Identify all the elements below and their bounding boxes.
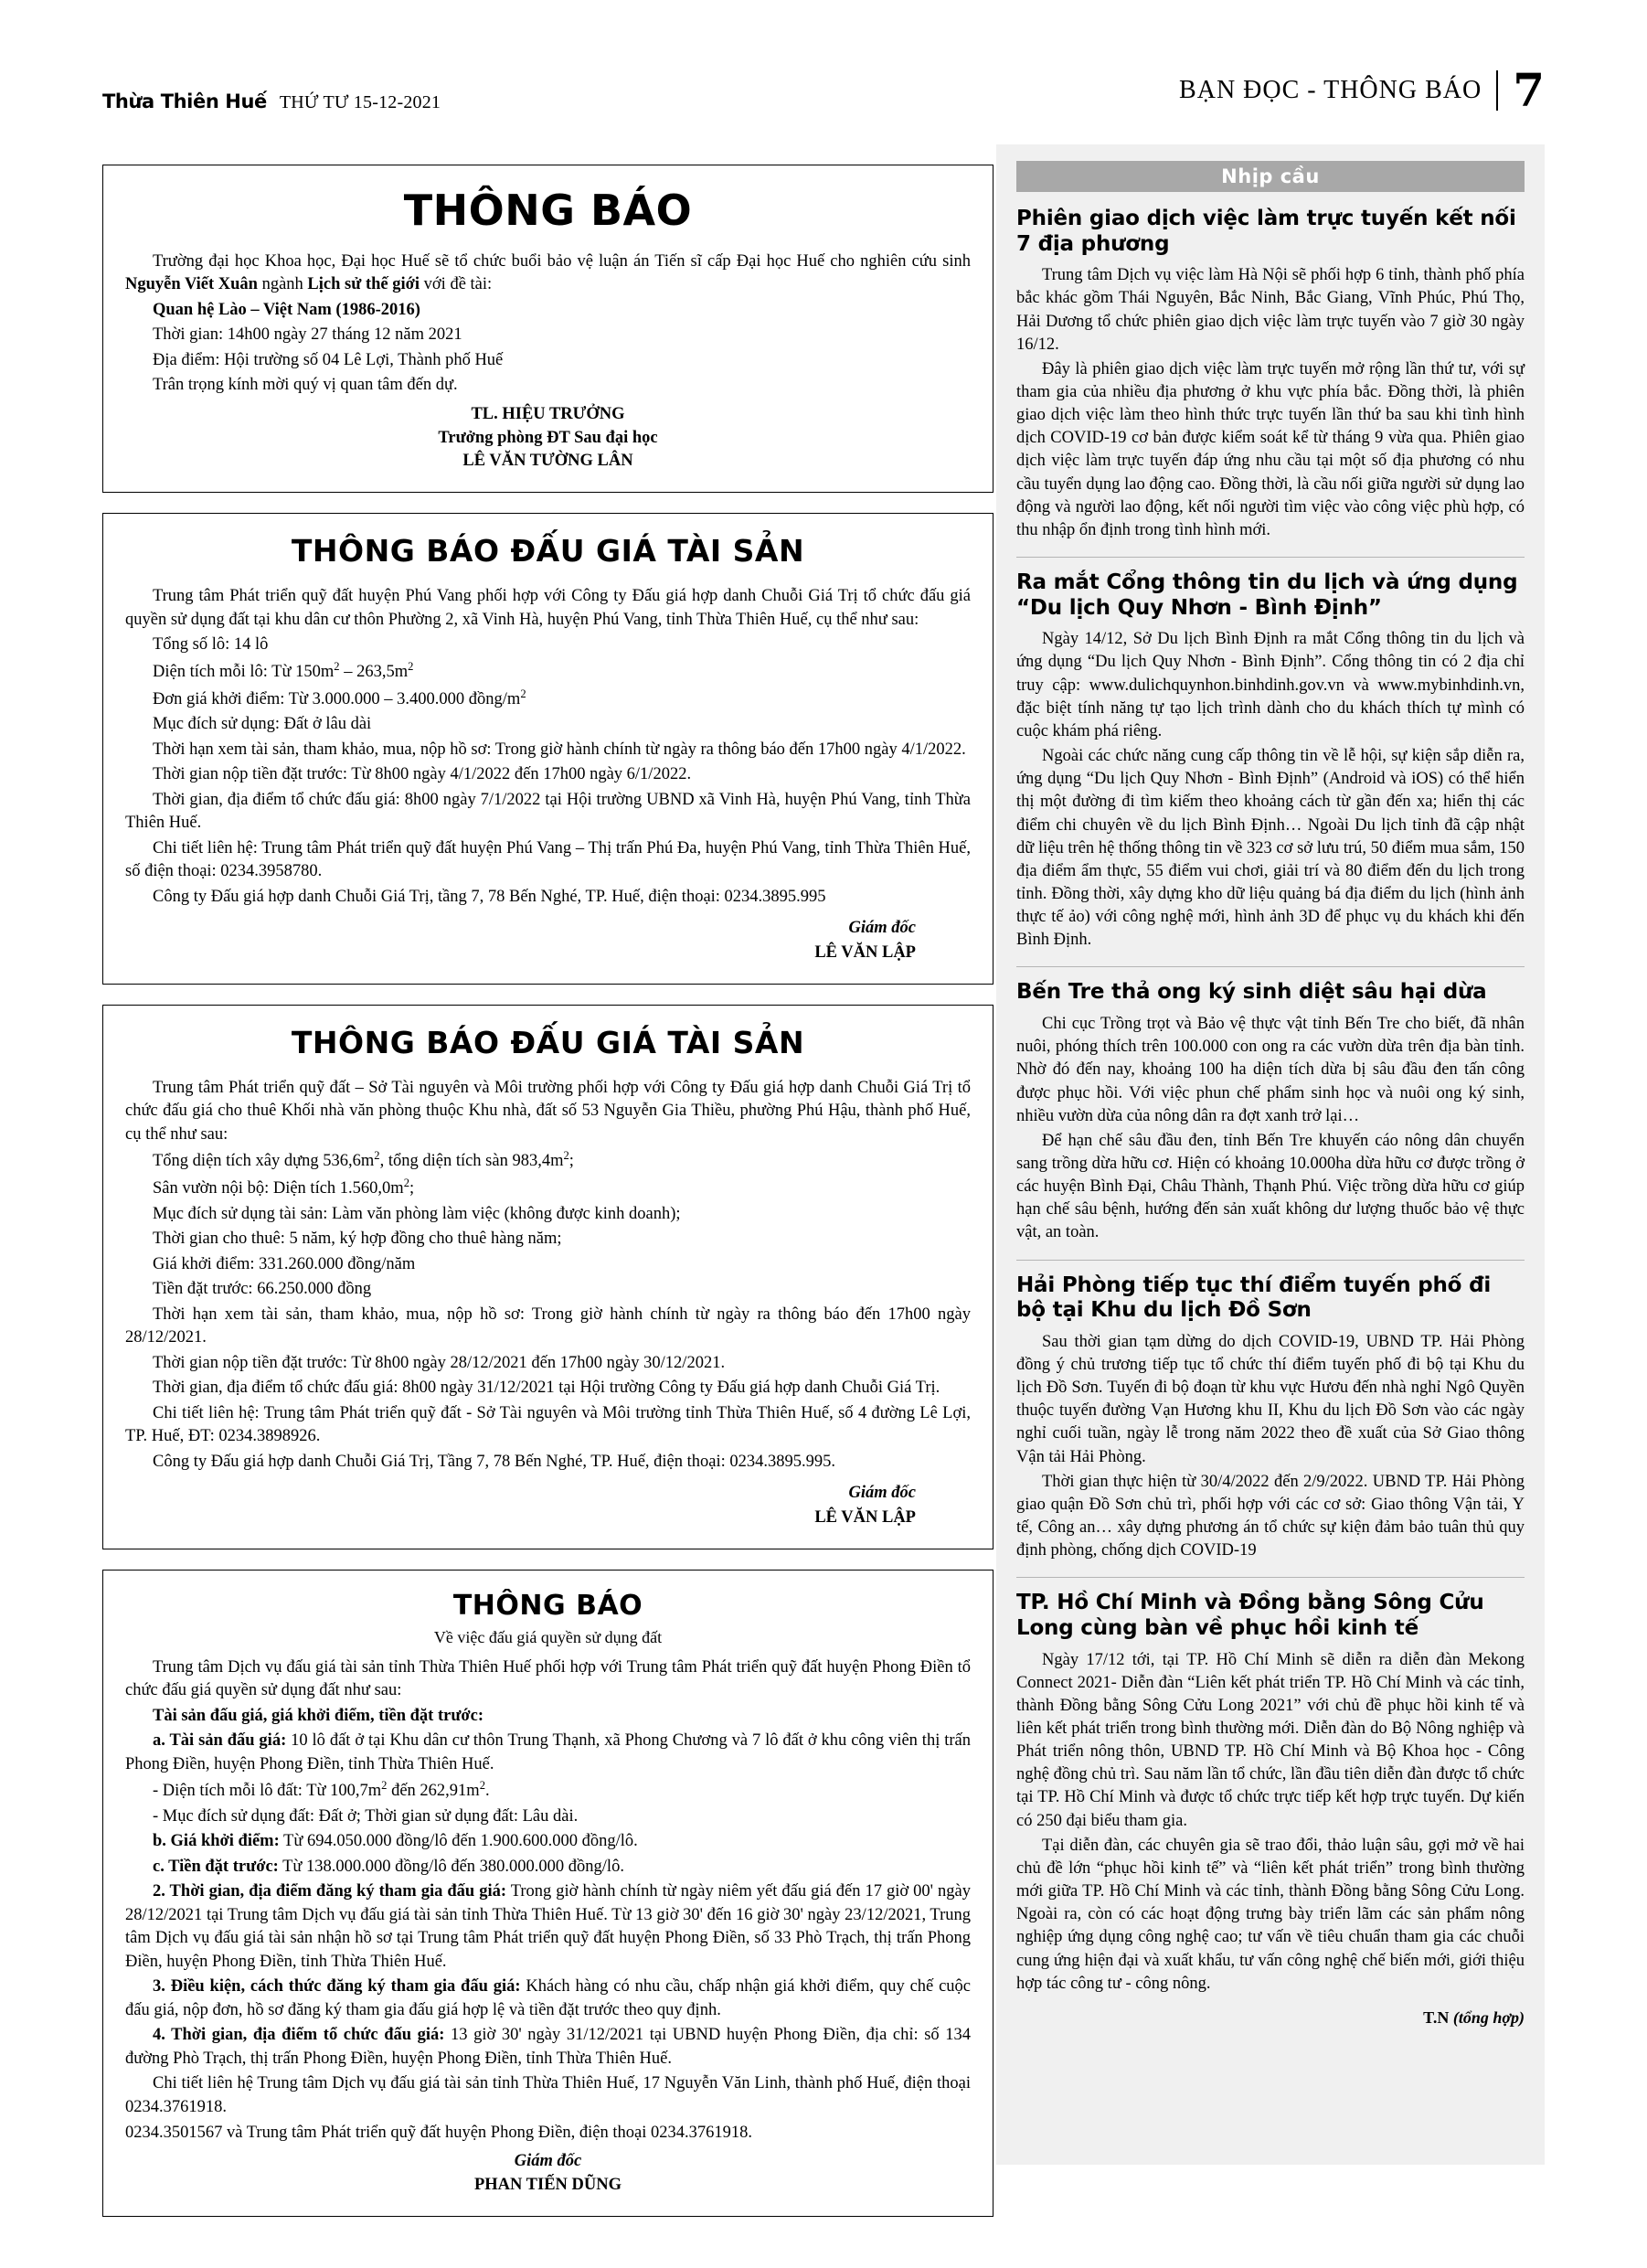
notice4-intro: Trung tâm Dịch vụ đấu giá tài sản tỉnh Thừa Thiên Huế phối hợp với Trung tâm Phát triển quỹ đất huyện Phong Điền tổ chức đấu giá quyền sử dụng đất như sau: <box>125 1657 971 1700</box>
notice4-b-label: b. Giá khởi điểm: <box>153 1832 280 1851</box>
article-paragraph: Ngày 17/12 tới, tại TP. Hồ Chí Minh sẽ diễn ra diễn đàn Mekong Connect 2021- Diễn đàn “Liên kết phát triển TP. Hồ Chí Minh và các tỉnh, thành Đồng bằng Sông Cửu Long 2021” với chủ đề phục hồi kinh tế và liên kết phát triển trong bình thường mới. Diễn đàn do Bộ Nông nghiệp và Phát triển nông thôn, UBND TP. Hồ Chí Minh và Bộ Khoa học - Công nghệ đồng chủ trì. Sau năm lần tổ chức, lần đầu tiên diễn đàn được tổ chức tại TP. Hồ Chí Minh và được tổ chức trực tiếp kết hợp trực tuyến. Dự kiến có 250 đại biểu tham gia. <box>1016 1650 1525 1830</box>
sidebar-article <box>1016 570 1525 952</box>
notice4-h4-label: 4. Thời gian, địa điểm tổ chức đấu giá: <box>153 2026 445 2045</box>
article-divider <box>1016 1577 1525 1578</box>
notice4-signature <box>125 2150 971 2198</box>
notice3-line9: Thời gian, địa điểm tổ chức đấu giá: 8h00 ngày 31/12/2021 tại Hội trường Công ty Đấu giá hợp danh Chuỗi Giá Trị. <box>153 1379 940 1398</box>
notice4-title: THÔNG BÁO <box>452 1590 643 1623</box>
article-paragraph: Thời gian thực hiện từ 30/4/2022 đến 2/9/2022. UBND TP. Hải Phòng giao quận Đồ Sơn chủ trì, phối hợp với các cơ sở: Giao thông Vận tải, Y tế, Công an… xây dựng phương án tổ chức sự kiện đảm bảo tuân thủ quy định phòng, chống dịch COVID-19 <box>1016 1472 1525 1560</box>
notice4-c-label: c. Tiền đặt trước: <box>153 1857 279 1876</box>
notice3-intro: Trung tâm Phát triển quỹ đất – Sở Tài nguyên và Môi trường phối hợp với Công ty Đấu giá hợp danh Chuỗi Giá Trị tổ chức đấu giá cho thuê Khối nhà văn phòng thuộc Khu nhà, đất số 53 Nguyễn Gia Thiều, phường Phú Hậu, thành phố Huế, cụ thể như sau: <box>125 1078 971 1144</box>
notice3-line5: Giá khởi điểm: 331.260.000 đồng/năm <box>153 1254 416 1273</box>
notice2-sign-name: LÊ VĂN LẬP <box>814 943 916 963</box>
notice3-line2: Sân vườn nội bộ: Diện tích $1.560,0m^2$; <box>153 1177 415 1198</box>
sidebar-article <box>1016 207 1525 542</box>
notice3-line10: Chi tiết liên hệ: Trung tâm Phát triển quỹ đất - Sở Tài nguyên và Môi trường tỉnh Thừa Thiên Huế, số 4 đường Lê Lợi, TP. Huế, ĐT: 0234.3898926. <box>125 1403 971 1446</box>
notice4-item-b <box>125 1830 971 1854</box>
credit-author: T.N <box>1423 2007 1450 2027</box>
notice4-sign-name: PHAN TIẾN DŨNG <box>473 2175 622 2194</box>
notice1-signature <box>125 403 971 474</box>
article-paragraph: Ngoài các chức năng cung cấp thông tin về lễ hội, sự kiện sắp diễn ra, ứng dụng “Du lịch Quy Nhơn - Bình Định” (Android và iOS) có thể hiển thị một đường đi tìm kiếm theo khoảng cách từ gần đến xa; hiển thị các điểm chi chuyên về du lịch Bình Định… Ngoài Du lịch tỉnh đã cập nhật dữ liệu trên hệ thống thông tin về 323 cơ sở lưu trú, 50 điểm mua sắm, 150 địa điểm ẩm thực, 55 điểm vui chơi, giải trí và 80 điểm đến du lịch trong tỉnh. Đồng thời, xây dựng kho dữ liệu quảng bá địa điểm du lịch (hình ảnh thực tế ảo) với công nghệ mới, hình ảnh 3D để phục vụ du khách khi đến Bình Định. <box>1016 747 1525 950</box>
sidebar-nhip-cau <box>996 144 1545 2165</box>
notice4-h2-label: 2. Thời gian, địa điểm đăng ký tham gia đấu giá: <box>153 1882 507 1901</box>
notice4-a-line2: - Mục đích sử dụng đất: Đất ở; Thời gian sử dụng đất: Lâu dài. <box>153 1806 579 1826</box>
masthead-right <box>1179 63 1545 117</box>
notice3-sign-name: LÊ VĂN LẬP <box>814 1508 916 1528</box>
sidebar-header-label: Nhịp cầu <box>1221 165 1320 187</box>
notice1-topic: Quan hệ Lào – Việt Nam (1986-2016) <box>153 300 420 319</box>
sidebar-header <box>1016 161 1525 192</box>
sidebar-header-bar <box>1016 161 1525 192</box>
notice3-line8: Thời gian nộp tiền đặt trước: Từ 8h00 ngày 28/12/2021 đến 17h00 ngày 30/12/2021. <box>153 1353 726 1372</box>
article-paragraph: Chi cục Trồng trọt và Bảo vệ thực vật tỉnh Bến Tre cho biết, đã nhân nuôi, phóng thích trên 100.000 con ong ra các vườn dừa trên địa bàn tỉnh. Nhờ đó đến nay, khoảng 100 ha diện tích dừa bị sâu đầu đen tấn công được phục hồi. Với việc phun chế phẩm sinh học và nuôi ong ký sinh, nhiều vườn dừa của nông dân ra đợt xanh trở lại… <box>1016 1015 1525 1125</box>
notice4-contact2: 0234.3501567 và Trung tâm Phát triển quỹ đất huyện Phong Điền, điện thoại 0234.3761918. <box>125 2123 752 2142</box>
notice1-sign-name: LÊ VĂN TƯỜNG LÂN <box>462 452 633 471</box>
article-divider <box>1016 966 1525 967</box>
article-paragraph: Trung tâm Dịch vụ việc làm Hà Nội sẽ phối hợp 6 tỉnh, thành phố phía bắc khác gồm Thái Nguyên, Bắc Ninh, Bắc Giang, Vĩnh Phúc, Phú Thọ, Hải Dương tổ chức phiên giao dịch việc làm trực tuyến vào 7 giờ 30 ngày 16/12. <box>1016 266 1525 354</box>
notice2-signature <box>125 916 971 965</box>
notice4-item-4 <box>125 2024 971 2071</box>
notice3-line3: Mục đích sử dụng tài sản: Làm văn phòng làm việc (không được kinh doanh); <box>153 1204 681 1223</box>
article-paragraph: Sau thời gian tạm dừng do dịch COVID-19, UBND TP. Hải Phòng đồng ý chủ trương tiếp tục tổ chức thí điểm tuyến phố đi bộ tại Khu du lịch Đồ Sơn. Tuyến đi bộ đoạn từ khu vực Hươu đến nhà nghỉ Ngô Quyền thuộc tuyến đường Vạn Hương khu II, Khu du lịch Đồ Sơn vào các ngày nghỉ cuối tuần, ngày lễ trong năm 2022 theo đề xuất của Sở Giao thông Vận tải Hải Phòng. <box>1016 1332 1525 1466</box>
notice3-line6: Tiền đặt trước: 66.250.000 đồng <box>153 1280 372 1299</box>
article-divider <box>1016 1260 1525 1261</box>
article-title: Phiên giao dịch việc làm trực tuyến kết nối 7 địa phương <box>1016 207 1516 256</box>
notice4-subtitle: Về việc đấu giá quyền sử dụng đất <box>433 1627 663 1646</box>
left-column <box>102 165 994 2237</box>
notice4-sign-role: Giám đốc <box>514 2152 582 2171</box>
notice4-c-text: Từ 138.000.000 đồng/lô đến 380.000.000 đồng/lô. <box>278 1857 624 1876</box>
notice1-candidate: Nguyễn Viết Xuân <box>125 275 258 294</box>
notice4-head1: Tài sản đấu giá, giá khởi điểm, tiền đặt trước: <box>153 1706 484 1725</box>
sidebar-article <box>1016 980 1525 1244</box>
article-title: Bến Tre thả ong ký sinh diệt sâu hại dừa <box>1016 980 1487 1005</box>
notice4-item-c <box>125 1856 971 1879</box>
notice-box-auction-2 <box>102 1005 994 1549</box>
notice4-h3-text: Khách hàng có nhu cầu, chấp nhận giá khởi điểm, quy chế cuộc đấu giá, nộp đơn, hồ sơ đăng ký tham gia đấu giá hợp lệ và tiền đặt trước theo quy định. <box>125 1977 971 2019</box>
masthead <box>0 53 1647 117</box>
article-title: Ra mắt Cổng thông tin du lịch và ứng dụng “Du lịch Quy Nhơn - Bình Định” <box>1016 570 1518 620</box>
article-title: TP. Hồ Chí Minh và Đồng bằng Sông Cửu Long cùng bàn về phục hồi kinh tế <box>1016 1591 1484 1640</box>
notice4-h4-text: 13 giờ 30' ngày 31/12/2021 tại UBND huyện Phong Điền, địa chỉ: số 134 đường Phò Trạch, thị trấn Phong Điền, huyện Phong Điền, tỉnh Thừa Thiên Huế. <box>125 2026 971 2068</box>
notice2-line4: Mục đích sử dụng: Đất ở lâu dài <box>153 715 372 734</box>
article-paragraph: Để hạn chế sâu đầu đen, tỉnh Bến Tre khuyến cáo nông dân chuyển sang trồng dừa hữu cơ. Hiện có khoảng 10.000ha dừa hữu cơ được trồng ở các huyện Bình Đại, Châu Thành, Thạnh Phú. Việc trồng dừa hữu cơ giúp hạn chế sâu bệnh, hướng đến sản xuất không dư lượng thuốc bảo vệ thực vật, an toàn. <box>1016 1131 1525 1242</box>
notice1-invite: Trân trọng kính mời quý vị quan tâm đến dự. <box>153 376 458 395</box>
notice2-intro: Trung tâm Phát triển quỹ đất huyện Phú Vang phối hợp với Công ty Đấu giá hợp danh Chuỗi Giá Trị tổ chức đấu giá quyền sử dụng đất tại khu dân cư thôn Phường 2, xã Vinh Hà, huyện Phú Vang, tỉnh Thừa Thiên Huế, cụ thể như sau: <box>125 587 971 629</box>
notice-box-thong-bao-2 <box>102 1570 994 2217</box>
notice3-title: THÔNG BÁO ĐẤU GIÁ TÀI SẢN <box>291 1024 805 1060</box>
page-number: 7 <box>1513 63 1545 117</box>
article-divider <box>1016 557 1525 558</box>
issue-date: THỨ TƯ 15-12-2021 <box>279 92 441 112</box>
notice2-title: THÔNG BÁO ĐẤU GIÁ TÀI SẢN <box>291 533 805 570</box>
notice4-a-text: 10 lô đất ở tại Khu dân cư thôn Trung Thạnh, xã Phong Chương và 7 lô đất ở khu công viên thị trấn Phong Điền, huyện Phong Điền, tỉnh Thừa Thiên Huế. <box>125 1731 972 1773</box>
notice2-line3: Đơn giá khởi điểm: Từ 3.000.000 – 3.400.000 đồng/$m^2$ <box>153 687 526 708</box>
masthead-left <box>102 91 441 113</box>
sidebar-credit <box>1016 2008 1525 2028</box>
notice4-a-line1: - Diện tích mỗi lô đất: Từ $100,7m^2$ đến $262,91m^2$. <box>153 1779 490 1801</box>
notice2-line5: Thời hạn xem tài sản, tham khảo, mua, nộp hồ sơ: Trong giờ hành chính từ ngày ra thông báo đến 17h00 ngày 4/1/2022. <box>153 740 966 759</box>
notice4-item-a <box>125 1730 971 1776</box>
sidebar-article <box>1016 1273 1525 1563</box>
notice4-b-text: Từ 694.050.000 đồng/lô đến 1.900.600.000 đồng/lô. <box>279 1832 638 1851</box>
notice4-item-2 <box>125 1880 971 1974</box>
notice4-contact: Chi tiết liên hệ Trung tâm Dịch vụ đấu giá tài sản tỉnh Thừa Thiên Huế, 17 Nguyễn Văn Linh, thành phố Huế, điện thoại 0234.3761918. <box>125 2074 971 2116</box>
masthead-divider <box>1496 70 1498 111</box>
notice2-line1: Tổng số lô: 14 lô <box>153 635 269 655</box>
notice1-p1c: với đề tài: <box>420 275 493 294</box>
notice2-line2: Diện tích mỗi lô: Từ $150m^2 - 263,5m^2$ <box>153 659 414 681</box>
notice4-h2-text: Trong giờ hành chính từ ngày niêm yết đấu giá đến 17 giờ 00' ngày 28/12/2021 tại Trung tâm Dịch vụ đấu giá tài sản tỉnh Thừa Thiên Huế. Từ 13 giờ 30' đến 16 giờ 30' ngày 23/12/2021, Trung tâm Dịch vụ đấu giá tài sản nhận hồ sơ tại Trung tâm Phát triển quỹ đất huyện Phong Điền, số 33 Phò Trạch, thị trấn Phong Điền, huyện Phong Điền, tỉnh Thừa Thiên Huế. <box>125 1882 971 1971</box>
section-title: BẠN ĐỌC - THÔNG BÁO <box>1179 76 1482 104</box>
notice2-line9: Công ty Đấu giá hợp danh Chuỗi Giá Trị, tầng 7, 78 Bến Nghé, TP. Huế, điện thoại: 0234.3895.995 <box>153 887 826 906</box>
paper-name: Thừa Thiên Huế <box>102 91 267 112</box>
notice4-a-label: a. Tài sản đấu giá: <box>153 1731 287 1751</box>
notice1-place: Địa điểm: Hội trường số 04 Lê Lợi, Thành phố Huế <box>153 350 504 369</box>
notice2-sign-role: Giám đốc <box>848 919 916 938</box>
notice-box-thong-bao-1 <box>102 165 994 493</box>
notice1-time: Thời gian: 14h00 ngày 27 tháng 12 năm 2021 <box>153 325 462 345</box>
article-paragraph: Tại diễn đàn, các chuyên gia sẽ trao đổi, thảo luận sâu, gợi mở về hai chủ đề lớn “phục hồi kinh tế” và “liên kết phát triển” trong bình thường mới giữa TP. Hồ Chí Minh và các tỉnh, thành Đồng bằng Sông Cửu Long. Ngoài ra, còn có các hoạt động trưng bày triển lãm các sản phẩm nông nghiệp ứng dụng công nghệ cao; tư vấn về tiêu chuẩn tham gia các chuỗi cung ứng hiện đại và xuất khẩu, tư vấn công nghệ chế biến mới, giới thiệu hợp tác công tư - công nông. <box>1016 1836 1525 1993</box>
notice3-signature <box>125 1481 971 1530</box>
notice4-item-3 <box>125 1975 971 2022</box>
sidebar-article <box>1016 1591 1525 1996</box>
credit-note: (tổng hợp) <box>1452 2007 1525 2027</box>
notice1-major: Lịch sử thế giới <box>307 275 420 294</box>
notice3-sign-role: Giám đốc <box>848 1484 916 1503</box>
notice1-paragraph <box>125 250 971 297</box>
notice4-h3-label: 3. Điều kiện, cách thức đăng ký tham gia đấu giá: <box>153 1977 521 1996</box>
notice1-p1a: Trường đại học Khoa học, Đại học Huế sẽ tổ chức buổi bảo vệ luận án Tiến sĩ cấp Đại học Huế cho nghiên cứu sinh <box>153 251 971 271</box>
notice1-sign-line2: Trưởng phòng ĐT Sau đại học <box>438 428 658 447</box>
article-paragraph: Ngày 14/12, Sở Du lịch Bình Định ra mắt Cổng thông tin du lịch và ứng dụng “Du lịch Quy Nhơn - Bình Định”. Cổng thông tin có 2 địa chỉ truy cập: www.dulichquynhon.binhdinh.gov.vn và www.mybinhdinh.vn, đặc biệt tính năng tự tạo lịch trình dành cho du khách thích tự mình có cuộc khám phá riêng. <box>1016 630 1525 740</box>
notice2-line6: Thời gian nộp tiền đặt trước: Từ 8h00 ngày 4/1/2022 đến 17h00 ngày 6/1/2022. <box>153 765 692 784</box>
article-paragraph: Đây là phiên giao dịch việc làm trực tuyến mở rộng lần thứ tư, với sự tham gia của nhiều địa phương ở khu vực phía bắc. Đồng thời, là phiên giao dịch việc làm theo hình thức trực tuyến lần thứ ba sau khi tình hình dịch COVID-19 cơ bản được kiểm soát kể từ tháng 9 vừa qua. Phiên giao dịch việc làm trực tuyến đáp ứng nhu cầu tại một số địa phương có nhu cầu tuyển dụng lao động cao. Đồng thời, là cầu nối giữa người sử dụng lao động và người lao động, kết nối người tìm việc vào công việc phù hợp, có thu nhập ổn định trong tình hình mới. <box>1016 359 1525 539</box>
notice3-line4: Thời gian cho thuê: 5 năm, ký hợp đồng cho thuê hàng năm; <box>153 1230 562 1249</box>
notice1-sign-line1: TL. HIỆU TRƯỞNG <box>471 404 625 423</box>
notice2-line8: Chi tiết liên hệ: Trung tâm Phát triển quỹ đất huyện Phú Vang – Thị trấn Phú Đa, huyện Phú Vang, tỉnh Thừa Thiên Huế, số điện thoại: 0234.3958780. <box>125 838 971 881</box>
notice1-p1b: ngành <box>257 275 308 294</box>
article-title: Hải Phòng tiếp tục thí điểm tuyến phố đi bộ tại Khu du lịch Đồ Sơn <box>1016 1272 1492 1323</box>
notice-box-auction-1 <box>102 513 994 985</box>
notice2-line7: Thời gian, địa điểm tổ chức đấu giá: 8h00 ngày 7/1/2022 tại Hội trường UBND xã Vinh Hà, huyện Phú Vang, tỉnh Thừa Thiên Huế. <box>125 790 971 833</box>
notice3-line1: Tổng diện tích xây dựng $536,6m^2$, tổng diện tích sàn $983,4m^2$; <box>153 1149 574 1171</box>
notice3-line11: Công ty Đấu giá hợp danh Chuỗi Giá Trị, Tầng 7, 78 Bến Nghé, TP. Huế, điện thoại: 0234.3895.995. <box>153 1452 836 1471</box>
notice1-title: THÔNG BÁO <box>403 186 693 235</box>
notice3-line7: Thời hạn xem tài sản, tham khảo, mua, nộp hồ sơ: Trong giờ hành chính từ ngày ra thông báo đến 17h00 ngày 28/12/2021. <box>125 1304 971 1347</box>
